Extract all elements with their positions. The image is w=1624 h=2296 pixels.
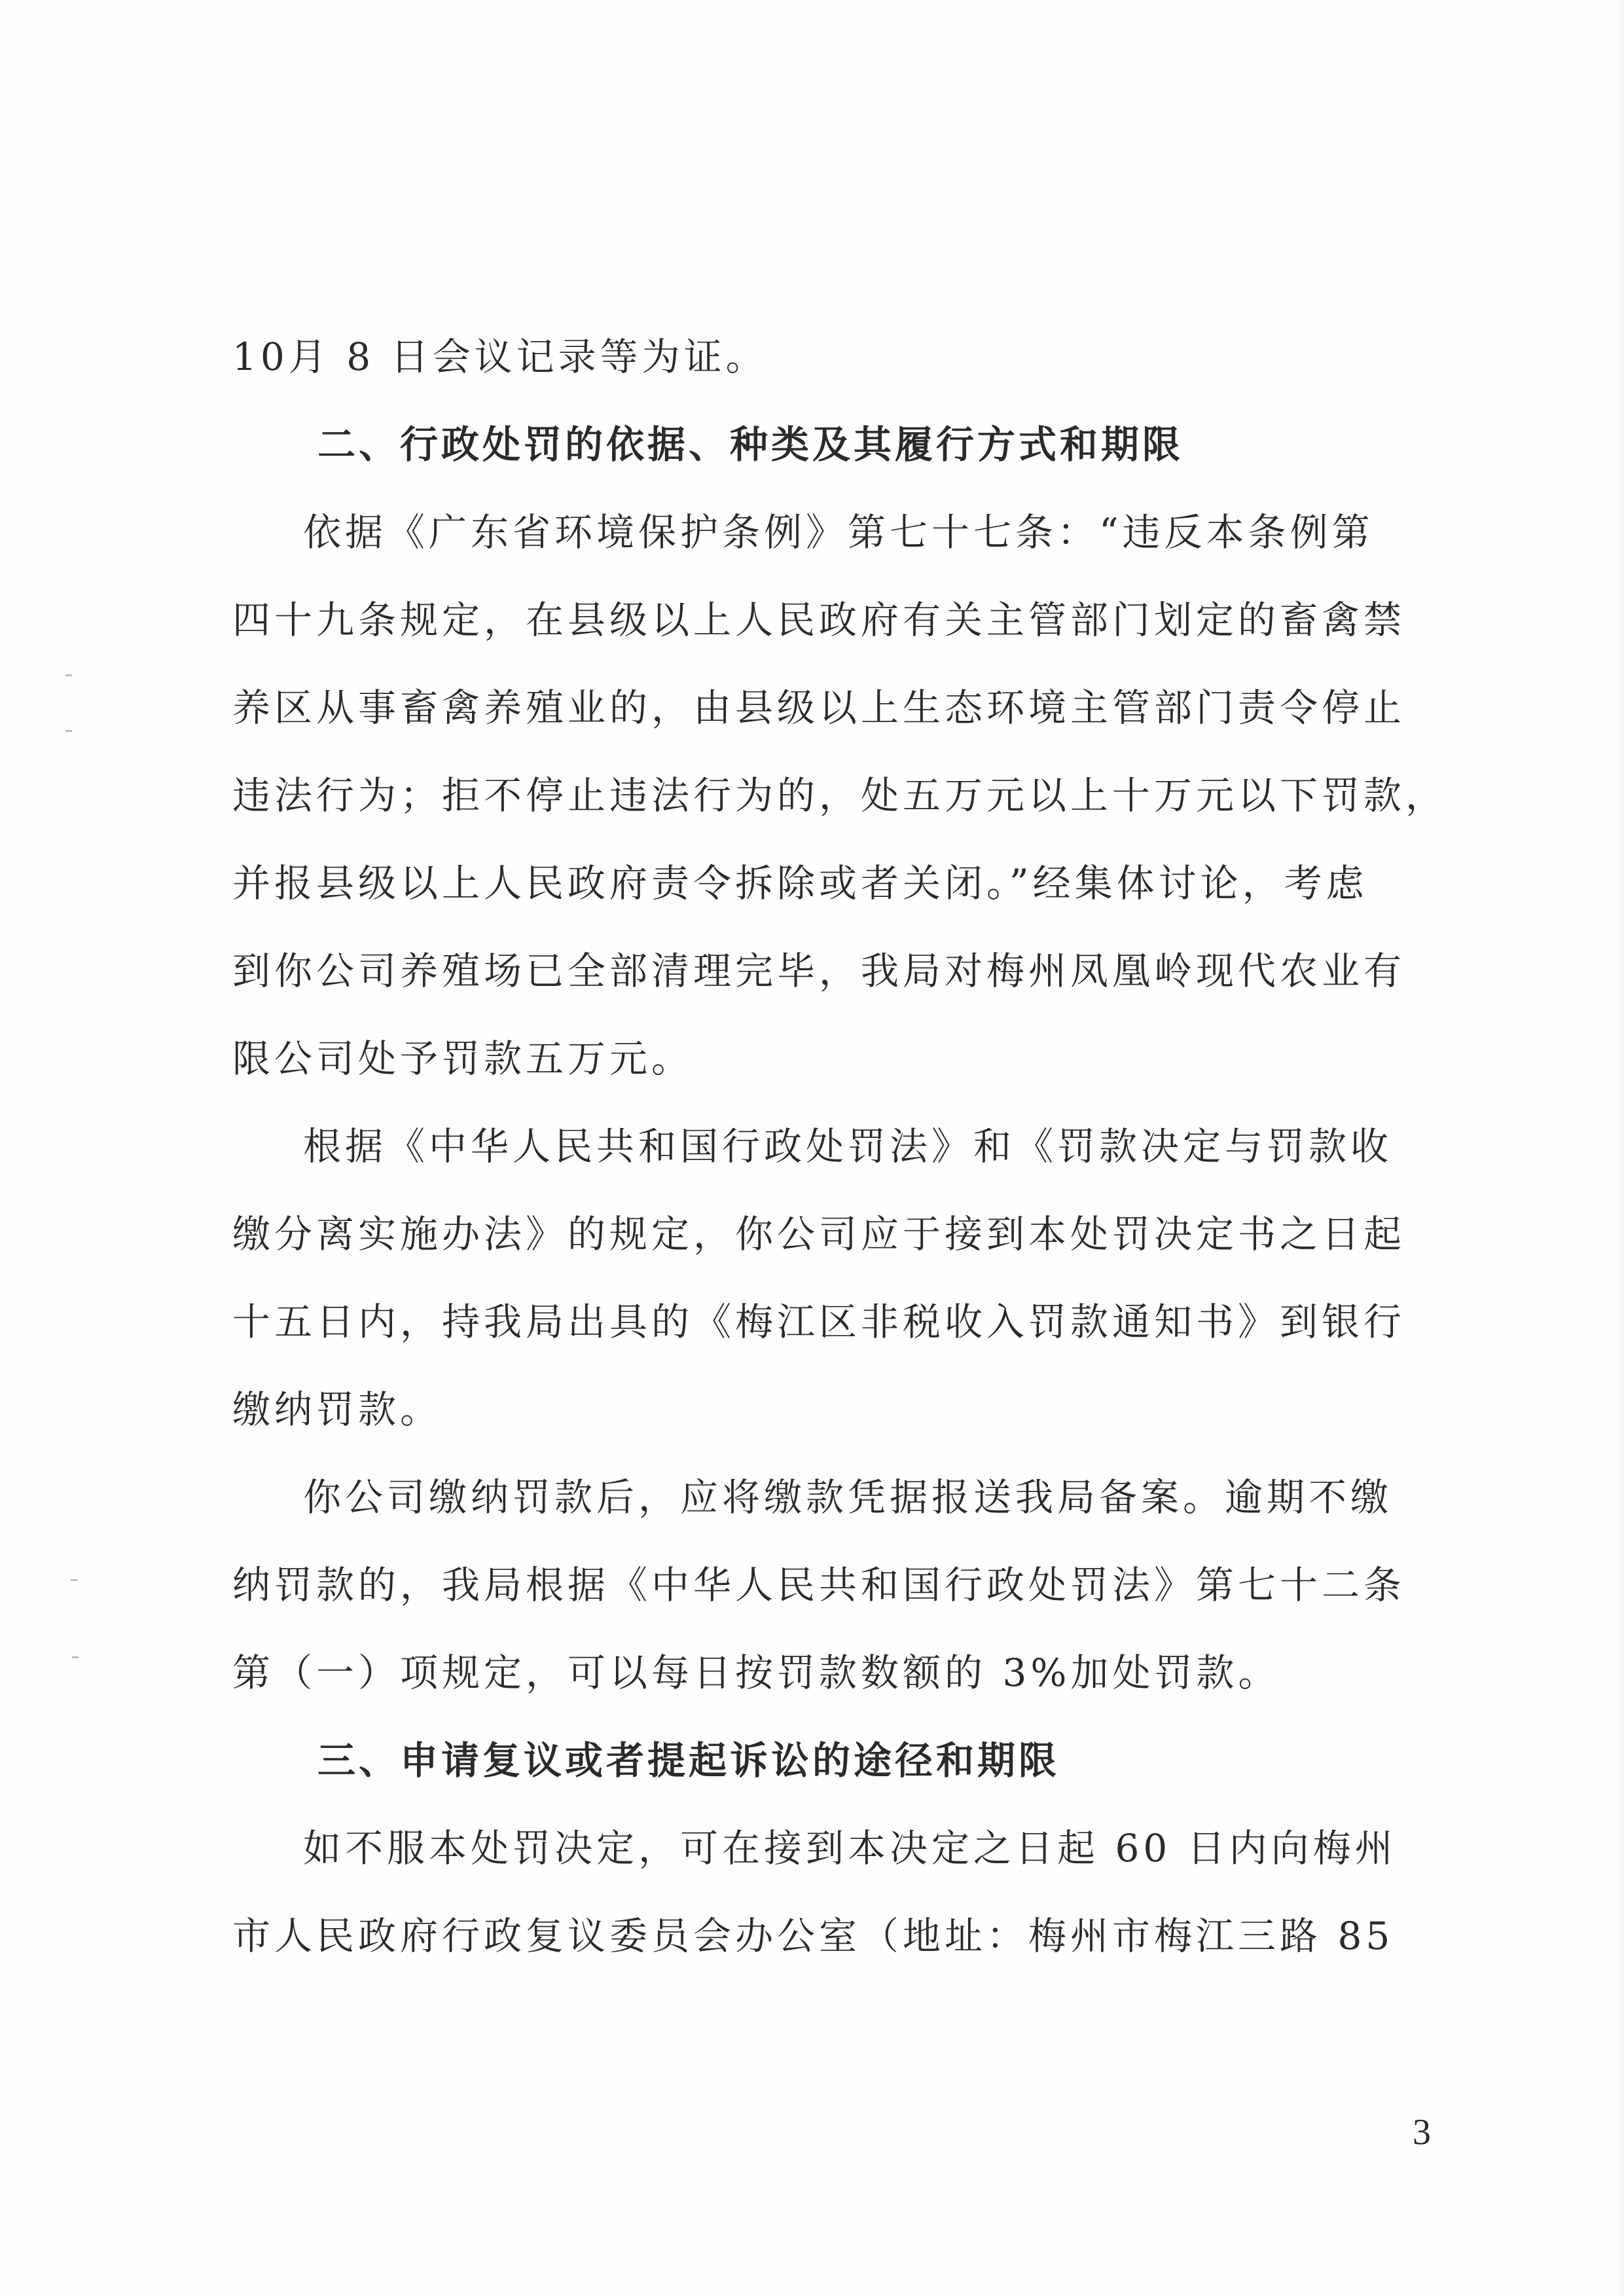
scan-mark xyxy=(65,730,72,732)
scan-edge-shadow xyxy=(1617,0,1624,2296)
body-line: 第（一）项规定，可以每日按罚款数额的 3%加处罚款。 xyxy=(232,1650,1280,1695)
body-line: 缴分离实施办法》的规定，你公司应于接到本处罚决定书之日起 xyxy=(232,1212,1406,1256)
body-line: 依据《广东省环境保护条例》第七十七条：“违反本条例第 xyxy=(303,510,1374,555)
body-line: 纳罚款的，我局根据《中华人民共和国行政处罚法》第七十二条 xyxy=(232,1563,1406,1607)
body-line: 违法行为；拒不停止违法行为的，处五万元以上十万元以下罚款， xyxy=(232,773,1448,818)
body-line: 缴纳罚款。 xyxy=(232,1387,442,1432)
body-line: 市人民政府行政复议委员会办公室（地址：梅州市梅江三路 85 xyxy=(232,1914,1394,1958)
body-line: 并报县级以上人民政府责令拆除或者关闭。”经集体讨论，考虑 xyxy=(232,861,1368,905)
section-heading-appeal: 三、申请复议或者提起诉讼的途径和期限 xyxy=(317,1738,1060,1783)
scan-mark xyxy=(65,674,72,676)
page-number: 3 xyxy=(1413,2112,1431,2153)
body-line: 四十九条规定，在县级以上人民政府有关主管部门划定的畜禽禁 xyxy=(232,598,1406,642)
body-line: 养区从事畜禽养殖业的，由县级以上生态环境主管部门责令停止 xyxy=(232,685,1406,730)
body-line: 10月 8 日会议记录等为证。 xyxy=(232,335,768,379)
body-line: 限公司处予罚款五万元。 xyxy=(232,1036,694,1081)
body-line: 你公司缴纳罚款后，应将缴款凭据报送我局备案。逾期不缴 xyxy=(303,1475,1393,1520)
body-line: 根据《中华人民共和国行政处罚法》和《罚款决定与罚款收 xyxy=(303,1124,1393,1169)
document-body xyxy=(232,313,1447,1980)
body-line: 如不服本处罚决定，可在接到本决定之日起 60 日内向梅州 xyxy=(303,1826,1397,1870)
scan-mark xyxy=(71,1579,77,1581)
section-heading-penalty-basis: 二、行政处罚的依据、种类及其履行方式和期限 xyxy=(317,422,1184,467)
body-line: 到你公司养殖场已全部清理完毕，我局对梅州凤凰岭现代农业有 xyxy=(232,949,1406,993)
scan-mark xyxy=(72,1656,79,1658)
body-line: 十五日内，持我局出具的《梅江区非税收入罚款通知书》到银行 xyxy=(232,1300,1406,1344)
